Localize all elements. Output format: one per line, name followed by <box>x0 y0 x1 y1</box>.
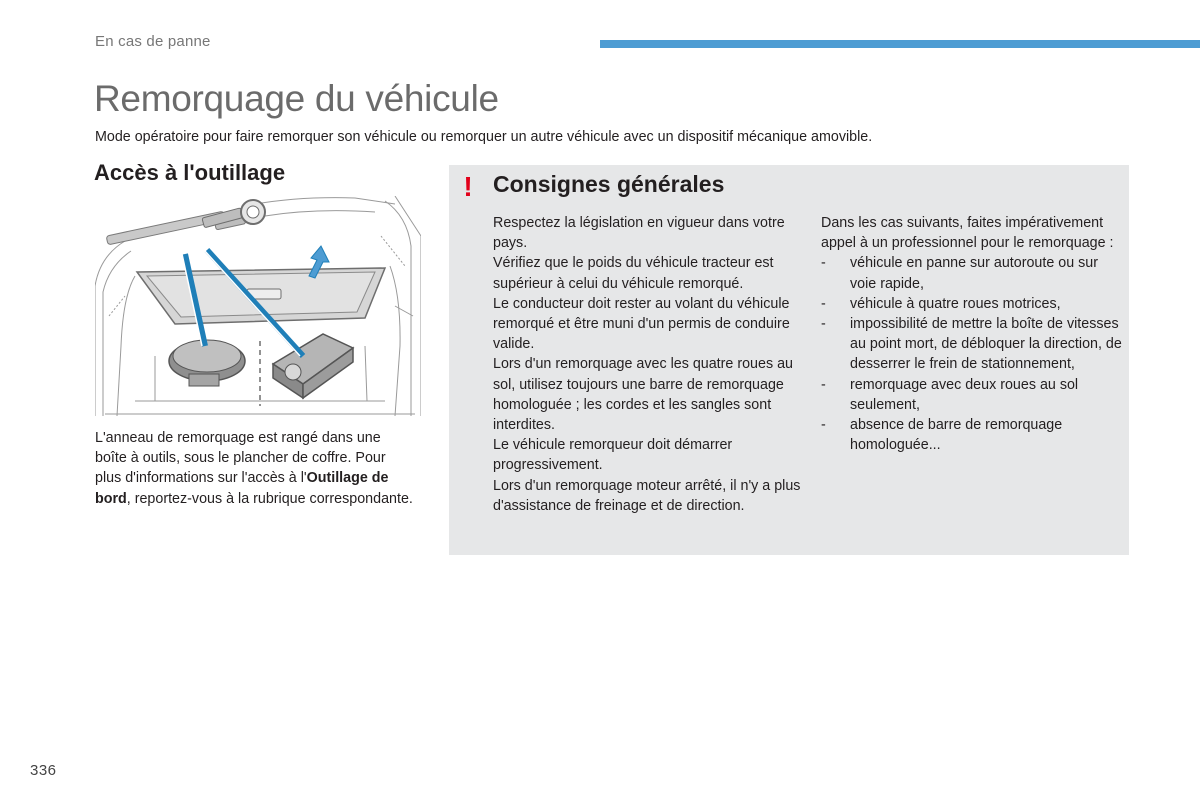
list-item: - absence de barre de remorquage homologuée... <box>821 417 1063 454</box>
list-item: - véhicule à quatre roues motrices, <box>821 294 1126 314</box>
warning-right-intro: Dans les cas suivants, faites impérativement appel à un professionnel pour le remorquage : <box>821 215 1114 252</box>
bullet-dash: - <box>821 255 826 272</box>
bullet-dash: - <box>821 295 826 312</box>
trunk-toolbox-illustration <box>95 196 421 418</box>
access-heading: Accès à l'outillage <box>94 160 286 185</box>
header-accent-bar <box>600 40 1200 48</box>
warning-paragraph: Lors d'un remorquage moteur arrêté, il n'y a plus d'assistance de freinage et de direction. <box>493 477 801 514</box>
section-label: En cas de panne <box>95 33 211 50</box>
bullet-dash: - <box>821 417 826 434</box>
professional-cases-list <box>821 253 1126 455</box>
warning-paragraph: Vérifiez que le poids du véhicule tracteur est supérieur à celui du véhicule remorqué. <box>493 255 774 292</box>
warning-paragraph: Respectez la législation en vigueur dans votre pays. <box>493 215 785 252</box>
list-item: - remorquage avec deux roues au sol seulement, <box>821 376 1079 413</box>
trunk-floor-panel <box>137 268 385 324</box>
warning-exclamation-icon: ! <box>463 171 473 202</box>
warning-right-column <box>821 213 1126 455</box>
bullet-dash: - <box>821 376 826 393</box>
warning-paragraph: Lors d'un remorquage avec les quatre roues au sol, utilisez toujours une barre de remorquage homologuée ; les cordes et les sangles sont interdites. <box>493 356 793 434</box>
list-item: - véhicule en panne sur autoroute ou sur voie rapide, <box>821 255 1098 292</box>
access-description: L'anneau de remorquage est rangé dans une boîte à outils, sous le plancher de coffre. Pour plus d'informations sur l'accès à l'Outillage de bord, reportez-vous à la rubrique correspondante. <box>95 430 413 507</box>
warning-paragraph: Le conducteur doit rester au volant du véhicule remorqué et être muni d'un permis de conduire valide. <box>493 295 790 353</box>
toolbox-left-icon <box>169 340 245 386</box>
warning-left-column <box>493 213 803 516</box>
tool-kit-reference: Outillage de bord <box>95 470 389 507</box>
page-title: Remorquage du véhicule <box>94 78 499 119</box>
warning-paragraph: Le véhicule remorqueur doit démarrer progressivement. <box>493 437 733 474</box>
bullet-dash: - <box>821 316 826 333</box>
list-item: - impossibilité de mettre la boîte de vitesses au point mort, de débloquer la direction, de desserrer le frein de stationnement, <box>821 316 1122 373</box>
intro-text: Mode opératoire pour faire remorquer son véhicule ou remorquer un autre véhicule avec un dispositif mécanique amovible. <box>95 129 873 145</box>
warning-heading: Consignes générales <box>493 171 725 197</box>
toolbox-right-icon <box>273 334 353 398</box>
page-number: 336 <box>30 762 57 779</box>
